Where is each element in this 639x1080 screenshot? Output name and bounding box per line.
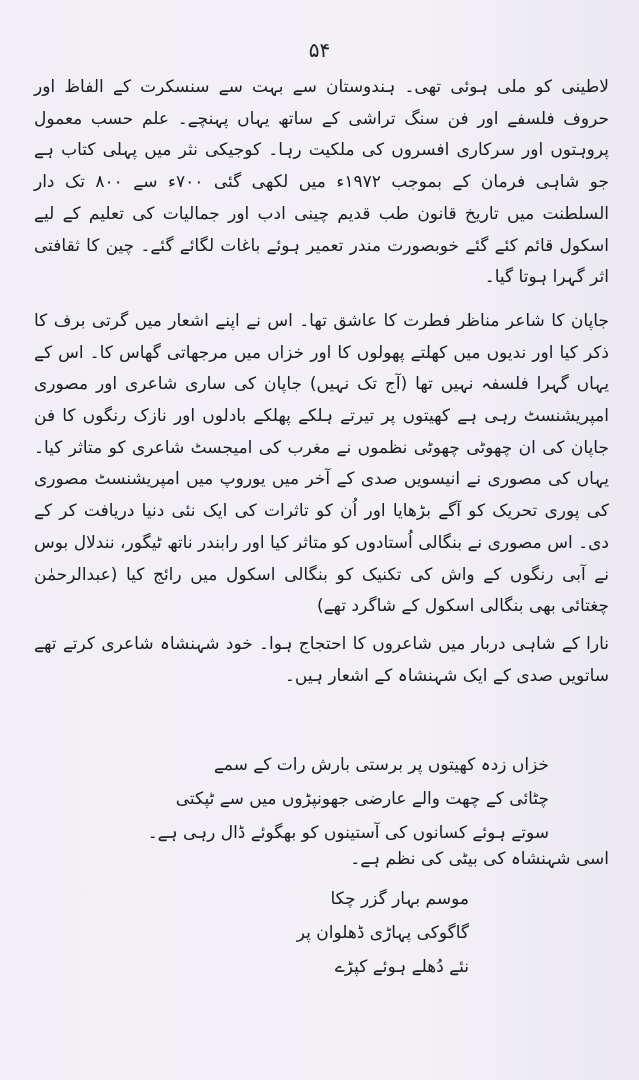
paragraph-2: جاپان کا شاعر مناظر فطرت کا عاشق تھا۔ اس نے اپنے اشعار میں گرتی برف کا ذکر کیا اور ندیوں میں کھلتے پھولوں کا اور خزاں میں مرجھاتی گھاس کا۔ اس کے یہاں گہرا فلسفہ نہیں تھا (آج تک نہیں) جاپان کی ساری شاعری اور مصوری امپریشنسٹ رہی ہے کھیتوں پر تیرتے ہلکے پھلکے بادلوں اور نازک رنگوں کا فن جاپان کی ان چھوٹی چھوٹی نظموں نے مغرب کی امیجسٹ شاعری کو متاثر کیا۔ یہاں کی مصوری نے انیسویں صدی کے آخر میں یوروپ میں امپریشنسٹ مصوری کی پوری تحریک کو آگے بڑھایا اور اُن کو تاثرات کی ایک نئی دنیا دریافت کر کے دی۔ اس مصوری نے بنگالی اُستادوں کو متاثر کیا اور رابندر ناتھ ٹیگور، نندلال بوس نے آبی رنگوں کے واش کی تکنیک کو بنگالی اسکول میں رائج کیا (عبدالرحمٰن چغتائی بھی بنگالی اسکول کے شاگرد تھے) [34, 310, 609, 617]
poem-line: سوتے ہوئے کسانوں کی آستینوں کو بھگوئے ڈال رہی ہے۔ [147, 823, 549, 843]
body-text [34, 72, 609, 692]
poem-line: موسم بہار گزر چکا [330, 889, 469, 909]
poem-line: چٹائی کے چھت والے عارضی جھونپڑوں میں سے ٹپکتی [175, 789, 549, 809]
paragraph-3: نارا کے شاہی دربار میں شاعروں کا احتجاج ہوا۔ خود شہنشاہ شاعری کرتے تھے ساتویں صدی کے ایک شہنشاہ کے اشعار ہیں۔ [34, 633, 609, 686]
poem-emperor [109, 748, 549, 850]
poem-daughter [169, 882, 469, 984]
poem-daughter-intro: اسی شہنشاہ کی بیٹی کی نظم ہے۔ [350, 849, 609, 869]
page-number: ۵۴ [308, 38, 331, 62]
poem-line: گاگوکی پہاڑی ڈھلوان پر [296, 923, 469, 943]
paragraph-1: لاطینی کو ملی ہوئی تھی۔ ہندوستان سے بہت سے سنسکرت کے الفاظ اور حروف فلسفے اور فن سنگ تراشی کے ساتھ یہاں پہنچے۔ علم حسب معمول پروہتوں اور سرکاری افسروں کی ملکیت رہا۔ کوجیکی نثر میں پہلی کتاب ہے جو شاہی فرمان کے بموجب ۱۹۷۲ء میں لکھی گئی ۷۰۰ء سے ۸۰۰ تک دار السلطنت میں تاریخ قانون طب قدیم چینی ادب اور جمالیات کی تعلیم کے لیے اسکول قائم کئے گئے خوبصورت مندر تعمیر ہوئے باغات لگائے گئے۔ چین کا ثقافتی اثر گہرا ہوتا گیا۔ [34, 77, 609, 288]
poem-line: نئے دُھلے ہوئے کپڑے [334, 957, 469, 977]
poem-line: خزاں زدہ کھیتوں پر برستی بارش رات کے سمے [213, 755, 549, 775]
